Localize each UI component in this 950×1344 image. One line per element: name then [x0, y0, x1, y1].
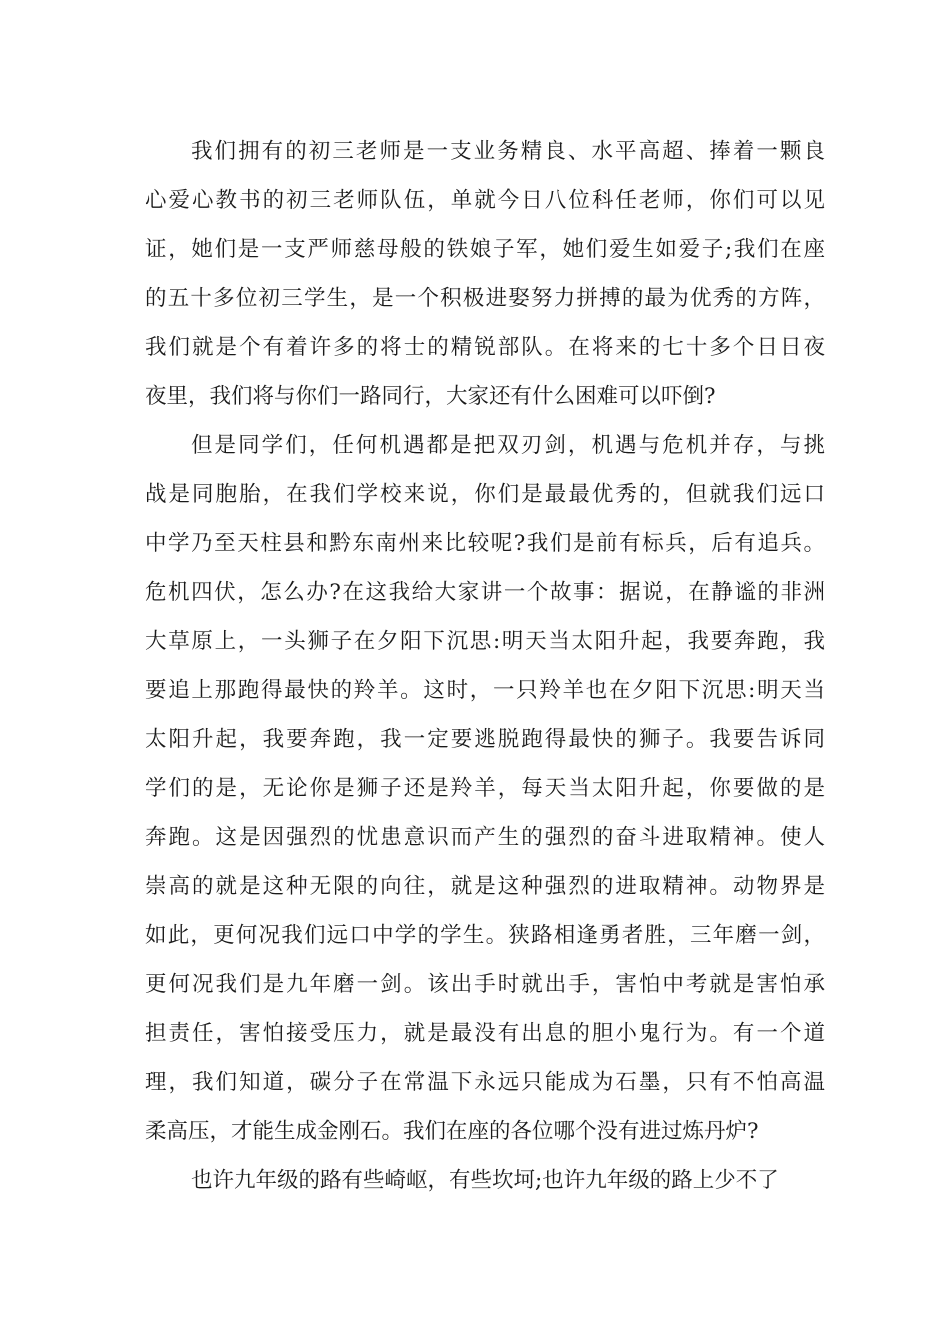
paragraph-1-line-6: 夜里，我们将与你们一路同行，大家还有什么困难可以吓倒?	[145, 384, 716, 409]
paragraph-2-line-14: 理，我们知道，碳分子在常温下永远只能成为石墨，只有不怕高温	[145, 1070, 825, 1095]
paragraph-1-line-5: 我们就是个有着许多的将士的精锐部队。在将来的七十多个日日夜	[145, 335, 825, 360]
paragraph-2-line-11: 如此，更何况我们远口中学的学生。狭路相逢勇者胜，三年磨一剑，	[145, 923, 825, 948]
paragraph-2-line-5: 大草原上，一头狮子在夕阳下沉思:明天当太阳升起，我要奔跑，我	[145, 629, 825, 654]
paragraph-2-line-10: 崇高的就是这种无限的向往，就是这种强烈的进取精神。动物界是	[145, 874, 825, 899]
paragraph-2-line-15: 柔高压，才能生成金刚石。我们在座的各位哪个没有进过炼丹炉?	[145, 1119, 759, 1144]
paragraph-2-line-12: 更何况我们是九年磨一剑。该出手时就出手，害怕中考就是害怕承	[145, 972, 825, 997]
paragraph-2-line-7: 太阳升起，我要奔跑，我一定要逃脱跑得最快的狮子。我要告诉同	[145, 727, 825, 752]
paragraph-1-line-2: 心爱心教书的初三老师队伍，单就今日八位科任老师，你们可以见	[145, 188, 825, 213]
paragraph-2-line-1: 但是同学们，任何机遇都是把双刃剑，机遇与危机并存，与挑	[191, 433, 825, 458]
paragraph-1-line-4: 的五十多位初三学生，是一个积极进娶努力拼搏的最为优秀的方阵，	[145, 286, 825, 311]
paragraph-2-line-8: 学们的是，无论你是狮子还是羚羊，每天当太阳升起，你要做的是	[145, 776, 825, 801]
paragraph-2-line-6: 要追上那跑得最快的羚羊。这时，一只羚羊也在夕阳下沉思:明天当	[145, 678, 825, 703]
paragraph-2-line-2: 战是同胞胎，在我们学校来说，你们是最最优秀的，但就我们远口	[145, 482, 825, 507]
paragraph-2-line-4: 危机四伏，怎么办?在这我给大家讲一个故事：据说，在静谧的非洲	[145, 580, 825, 605]
paragraph-1-line-3: 证，她们是一支严师慈母般的铁娘子军，她们爱生如爱子;我们在座	[145, 237, 825, 262]
paragraph-1-line-1: 我们拥有的初三老师是一支业务精良、水平高超、捧着一颗良	[191, 139, 825, 164]
paragraph-3-line-1: 也许九年级的路有些崎岖，有些坎坷;也许九年级的路上少不了	[191, 1168, 779, 1193]
paragraph-2-line-13: 担责任，害怕接受压力，就是最没有出息的胆小鬼行为。有一个道	[145, 1021, 825, 1046]
paragraph-2-line-9: 奔跑。这是因强烈的忧患意识而产生的强烈的奋斗进取精神。使人	[145, 825, 825, 850]
paragraph-2-line-3: 中学乃至天柱县和黔东南州来比较呢?我们是前有标兵，后有追兵。	[145, 531, 825, 556]
